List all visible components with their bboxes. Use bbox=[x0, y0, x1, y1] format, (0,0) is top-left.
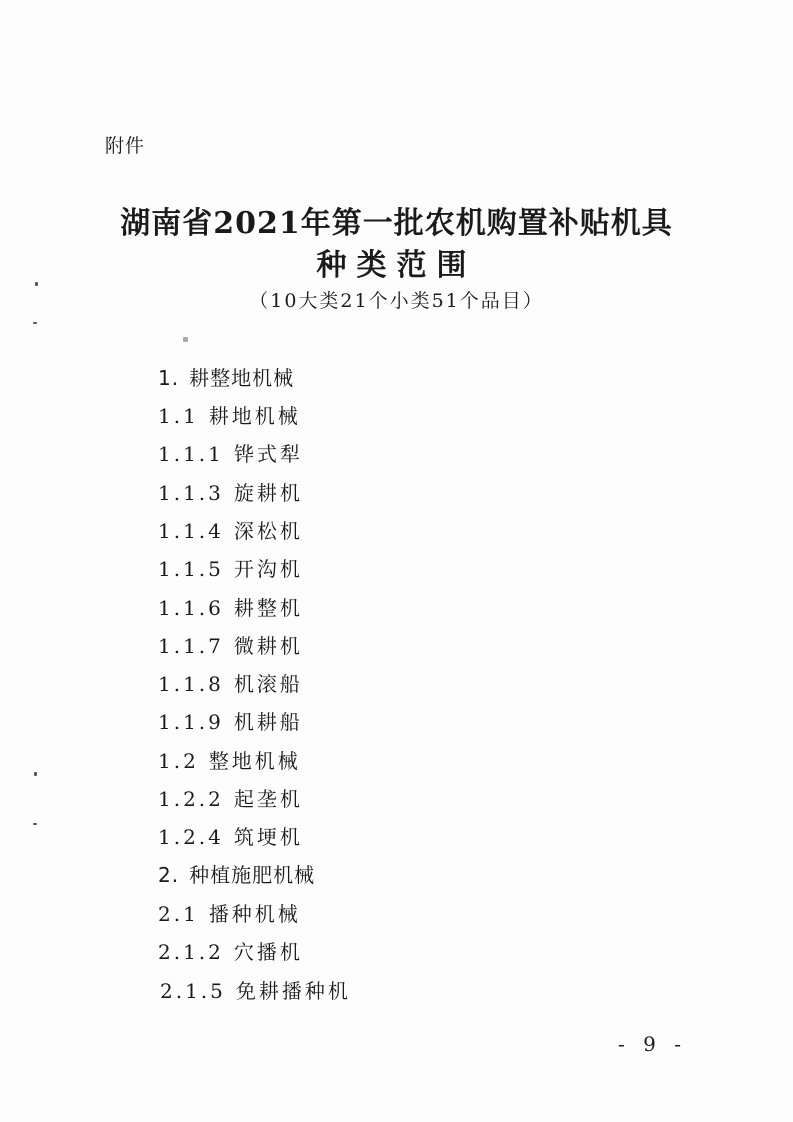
document-title-line-1: 湖南省2021年第一批农机购置补贴机具 bbox=[120, 206, 673, 241]
scan-speck bbox=[33, 322, 37, 324]
list-item: 1.2.2 起垄机 bbox=[158, 787, 303, 811]
list-item: 1.1 耕地机械 bbox=[158, 404, 301, 428]
scan-speck bbox=[35, 282, 38, 286]
list-item: 1.1.1 铧式犁 bbox=[158, 442, 303, 466]
scan-speck bbox=[33, 823, 37, 825]
list-item: 2. 种植施肥机械 bbox=[158, 863, 316, 887]
document-title-line-2: 种类范围 bbox=[316, 248, 477, 283]
list-item: 1. 耕整地机械 bbox=[158, 366, 295, 390]
scan-speck bbox=[34, 772, 37, 776]
attachment-label: 附件 bbox=[105, 135, 146, 157]
page-number: - 9 - bbox=[618, 1032, 687, 1056]
list-item: 2.1 播种机械 bbox=[158, 902, 301, 926]
list-item: 2.1.5 免耕播种机 bbox=[160, 979, 351, 1003]
list-item: 2.1.2 穴播机 bbox=[158, 940, 303, 964]
list-item: 1.1.6 耕整机 bbox=[158, 596, 303, 620]
list-item: 1.1.9 机耕船 bbox=[158, 710, 303, 734]
list-item: 1.1.7 微耕机 bbox=[158, 634, 303, 658]
list-item: 1.2.4 筑埂机 bbox=[158, 825, 303, 849]
list-item: 1.1.3 旋耕机 bbox=[158, 481, 303, 505]
list-item: 1.1.4 深松机 bbox=[158, 519, 303, 543]
list-item: 1.1.5 开沟机 bbox=[158, 557, 303, 581]
document-subtitle: （10大类21个小类51个品目） bbox=[249, 290, 544, 312]
list-item: 1.1.8 机滚船 bbox=[158, 672, 303, 696]
scan-speck bbox=[183, 337, 188, 342]
list-item: 1.2 整地机械 bbox=[158, 749, 301, 773]
